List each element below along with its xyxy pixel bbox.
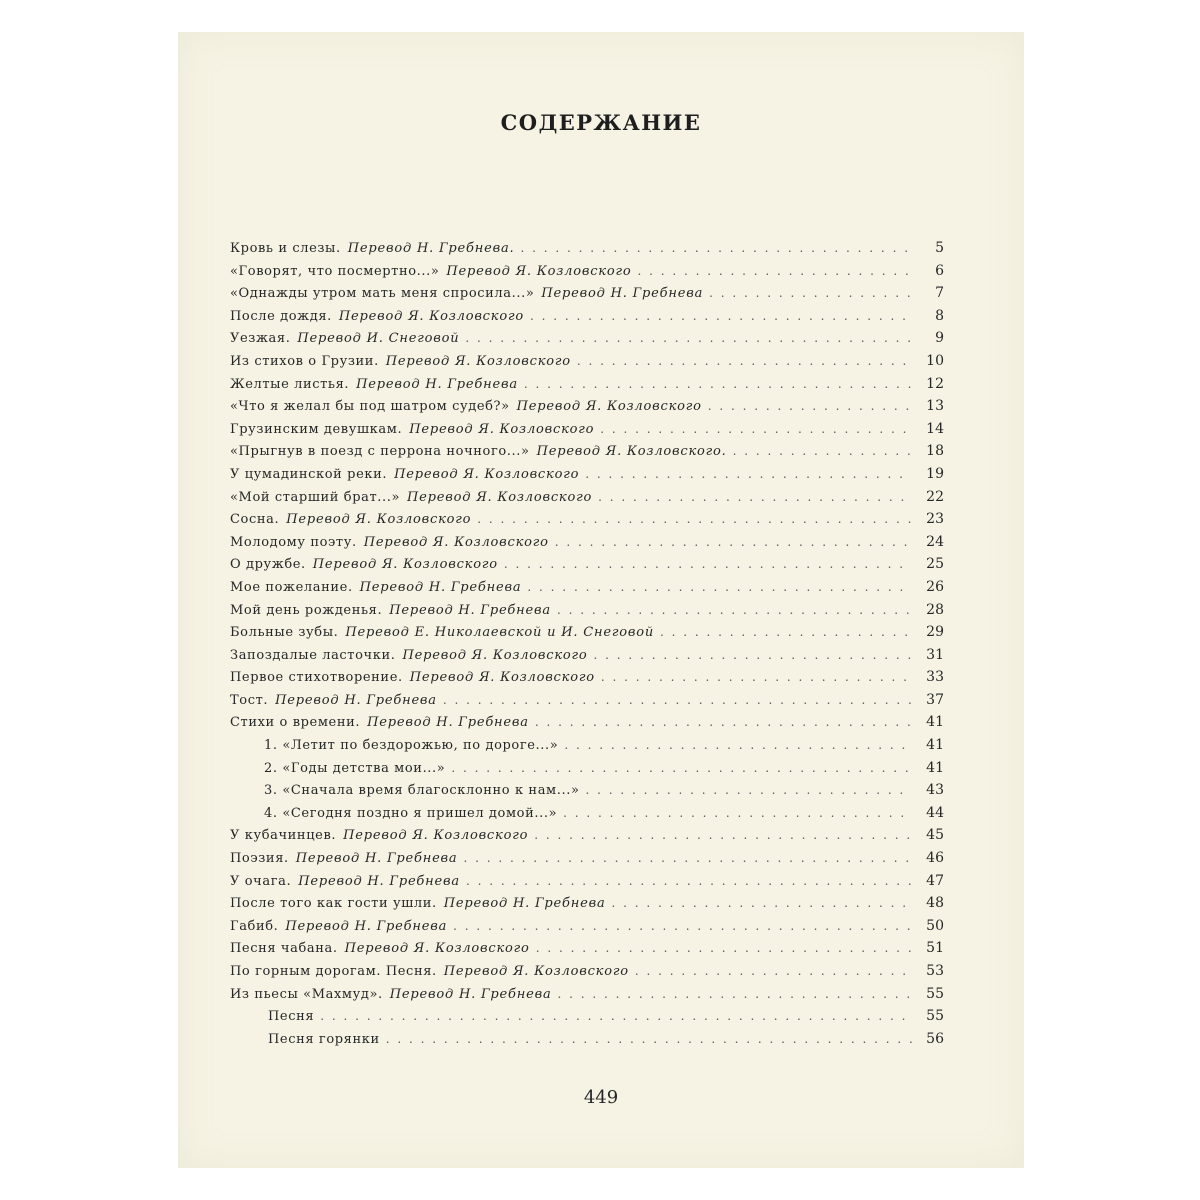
toc-entry: [230, 353, 944, 376]
toc-entry: [230, 466, 944, 489]
toc-entry-translator: Перевод Я. Козловского: [407, 489, 593, 505]
toc-entry-translator: Перевод Я. Козловского: [363, 534, 549, 550]
toc-entry-translator: Перевод Я. Козловского: [394, 466, 580, 482]
toc-entry-translator: Перевод Я. Козловского.: [536, 444, 727, 460]
toc-entry-page: 41: [926, 714, 944, 731]
toc-entry: [230, 963, 944, 986]
toc-entry-title: Песня: [268, 1009, 315, 1025]
toc-entry-translator: Перевод Н. Гребнева: [298, 873, 460, 889]
toc-entry-title: «Однажды утром мать меня спросила...»: [230, 286, 535, 302]
dot-leader: [453, 919, 912, 933]
toc-entry-translator: Перевод Я. Козловского: [343, 828, 529, 844]
toc-entry-page: 5: [935, 240, 944, 256]
dot-leader: [638, 264, 913, 278]
dot-leader: [594, 648, 912, 662]
toc-entry-title: Песня горянки: [268, 1031, 380, 1047]
dot-leader: [477, 512, 912, 526]
toc-entry-title: 2. «Годы детства мои...»: [264, 760, 446, 776]
toc-entry-title: Тост.: [230, 692, 269, 708]
toc-entry-page: 41: [926, 759, 944, 776]
toc-entry-title: Габиб.: [230, 918, 279, 934]
toc-entry-translator: Перевод Я. Козловского: [312, 557, 498, 573]
dot-leader: [600, 422, 912, 436]
dot-leader: [612, 896, 913, 910]
dot-leader: [708, 399, 912, 413]
toc-entry: [230, 940, 944, 963]
toc-entry-page: 51: [926, 940, 944, 957]
page-title: СОДЕРЖАНИЕ: [500, 110, 702, 135]
toc-entry-translator: Перевод Я. Козловского: [516, 399, 702, 415]
toc-entry-page: 55: [926, 985, 944, 1002]
toc-entry-page: 22: [926, 488, 944, 505]
toc-entry-page: 6: [935, 262, 944, 279]
dot-leader: [557, 603, 912, 617]
toc-entry-title: Уезжая.: [230, 331, 291, 347]
toc-entry-page: 41: [926, 737, 944, 754]
toc-entry: [230, 1031, 944, 1054]
dot-leader: [660, 625, 912, 639]
toc-entry-translator: Перевод Н. Гребнева: [541, 286, 704, 302]
toc-entry-translator: Перевод Я. Козловского: [446, 263, 632, 279]
toc-entry-translator: Перевод Н. Гребнева.: [347, 241, 515, 256]
toc-entry-page: 44: [926, 804, 944, 821]
dot-leader: [386, 1032, 912, 1046]
toc-entry-title: 1. «Летит по бездорожью, по дороге...»: [264, 738, 559, 754]
toc-entry: [230, 263, 944, 286]
toc-entry-title: 3. «Сначала время благосклонно к нам...»: [264, 783, 580, 799]
dot-leader: [733, 444, 912, 458]
dot-leader: [530, 309, 912, 323]
toc-entry: [230, 1008, 944, 1031]
toc-entry-title: «Прыгнув в поезд с перрона ночного...»: [230, 444, 530, 460]
toc-entry-translator: Перевод Я. Козловского: [409, 421, 595, 437]
dot-leader: [465, 331, 912, 345]
page-number: 449: [583, 1087, 619, 1108]
dot-leader: [463, 851, 912, 865]
toc-entry: [230, 602, 944, 625]
toc-entry-page: 45: [926, 827, 944, 844]
toc-entry: [230, 850, 944, 873]
dot-leader: [601, 670, 912, 684]
dot-leader: [536, 941, 912, 955]
toc-entry: [230, 737, 944, 760]
toc-entry: [230, 240, 944, 263]
toc-entry-title: «Что я желал бы под шатром судеб?»: [230, 399, 510, 415]
dot-leader: [598, 490, 912, 504]
toc-entry-page: 24: [926, 533, 944, 550]
toc-entry-page: 28: [926, 601, 944, 618]
toc-entry-page: 26: [926, 578, 944, 595]
toc-entry-title: 4. «Сегодня поздно я пришел домой...»: [264, 805, 558, 821]
toc-entry-title: Песня чабана.: [230, 941, 338, 957]
toc-entry-page: 9: [935, 330, 944, 347]
toc-entry-title: После того как гости ушли.: [230, 896, 437, 912]
dot-leader: [585, 467, 912, 481]
toc-entry-page: 53: [926, 963, 944, 979]
toc-entry-title: Грузинским девушкам.: [230, 421, 403, 437]
toc-entry-page: 33: [926, 669, 944, 686]
toc-entry: [230, 556, 944, 579]
toc-entry-translator: Перевод Я. Козловского: [338, 308, 524, 324]
toc-entry-page: 7: [935, 285, 944, 302]
table-of-contents: [230, 240, 944, 1053]
toc-entry: [230, 511, 944, 534]
toc-entry-title: «Мой старший брат...»: [230, 489, 401, 505]
toc-entry-translator: Перевод И. Снеговой: [297, 331, 460, 347]
toc-entry-title: О дружбе.: [230, 557, 306, 573]
toc-entry-page: 43: [926, 782, 944, 799]
dot-leader: [535, 715, 912, 729]
toc-entry-title: По горным дорогам. Песня.: [230, 964, 437, 979]
toc-entry: [230, 534, 944, 557]
toc-entry: [230, 986, 944, 1009]
dot-leader: [466, 874, 912, 888]
book-page: [178, 32, 1024, 1168]
toc-entry: [230, 782, 944, 805]
toc-entry: [230, 692, 944, 715]
toc-entry-title: Мое пожелание.: [230, 579, 353, 595]
toc-entry: [230, 714, 944, 737]
toc-entry: [230, 624, 944, 647]
toc-entry-page: 46: [926, 850, 944, 867]
toc-entry-title: Кровь и слезы.: [230, 241, 341, 256]
toc-entry: [230, 895, 944, 918]
toc-entry-title: Запоздалые ласточки.: [230, 647, 396, 663]
dot-leader: [586, 783, 912, 797]
toc-entry-page: 23: [926, 511, 944, 528]
toc-entry: [230, 330, 944, 353]
toc-entry-page: 55: [926, 1008, 944, 1025]
dot-leader: [451, 761, 912, 775]
toc-entry-translator: Перевод Я. Козловского: [385, 353, 571, 369]
toc-entry-translator: Перевод Я. Козловского: [409, 670, 595, 686]
toc-entry: [230, 918, 944, 941]
toc-entry-page: 47: [926, 872, 944, 889]
toc-entry-title: Стихи о времени.: [230, 715, 361, 731]
dot-leader: [504, 557, 912, 571]
toc-entry-page: 50: [926, 917, 944, 934]
toc-entry: [230, 579, 944, 602]
toc-entry: [230, 760, 944, 783]
toc-entry-page: 12: [926, 375, 944, 392]
dot-leader: [320, 1009, 912, 1023]
toc-entry-translator: Перевод Н. Гребнева: [359, 579, 522, 595]
toc-entry-translator: Перевод Н. Гребнева: [443, 896, 606, 912]
toc-entry: [230, 421, 944, 444]
toc-entry: [230, 805, 944, 828]
toc-entry-title: У цумадинской реки.: [230, 466, 388, 482]
toc-entry: [230, 443, 944, 466]
toc-entry-translator: Перевод Я. Козловского: [286, 512, 472, 528]
toc-entry-page: 29: [926, 624, 944, 641]
toc-entry-translator: Перевод Я. Козловского: [344, 941, 530, 957]
toc-entry-page: 8: [935, 307, 944, 324]
toc-entry-page: 48: [926, 895, 944, 912]
dot-leader: [558, 987, 912, 1001]
toc-entry-page: 56: [926, 1030, 944, 1047]
toc-entry-title: У кубачинцев.: [230, 828, 337, 844]
dot-leader: [520, 241, 912, 255]
toc-entry-page: 13: [926, 398, 944, 415]
toc-entry-translator: Перевод Н. Гребнева: [275, 692, 437, 708]
toc-entry-title: Больные зубы.: [230, 625, 339, 641]
toc-entry-page: 10: [926, 352, 944, 369]
toc-entry-title: Из пьесы «Махмуд».: [230, 986, 383, 1002]
dot-leader: [635, 964, 912, 978]
dot-leader: [555, 535, 912, 549]
toc-entry-page: 18: [926, 443, 944, 460]
dot-leader: [563, 806, 912, 820]
toc-entry-title: Желтые листья.: [230, 376, 350, 392]
dot-leader: [534, 828, 912, 842]
toc-entry-translator: Перевод Н. Гребнева: [356, 376, 518, 392]
toc-entry: [230, 873, 944, 896]
toc-entry-page: 37: [926, 691, 944, 708]
toc-entry-page: 14: [926, 420, 944, 437]
toc-entry: [230, 647, 944, 670]
toc-entry-translator: Перевод Я. Козловского: [402, 647, 588, 663]
dot-leader: [443, 693, 912, 707]
toc-entry-page: 19: [926, 465, 944, 482]
dot-leader: [524, 377, 912, 391]
toc-entry-page: 25: [926, 556, 944, 573]
toc-entry: [230, 669, 944, 692]
toc-entry-translator: Перевод Н. Гребнева: [295, 851, 458, 867]
toc-entry: [230, 827, 944, 850]
toc-entry-page: 31: [926, 646, 944, 663]
toc-entry-translator: Перевод Я. Козловского: [443, 964, 629, 979]
toc-entry: [230, 489, 944, 512]
toc-entry-translator: Перевод Е. Николаевской и И. Снеговой: [345, 625, 655, 641]
dot-leader: [577, 354, 912, 368]
dot-leader: [564, 738, 912, 752]
toc-entry: [230, 376, 944, 399]
toc-entry-translator: Перевод Н. Гребнева: [389, 602, 551, 618]
toc-entry-title: У очага.: [230, 873, 292, 889]
toc-entry: [230, 398, 944, 421]
toc-entry-translator: Перевод Н. Гребнева: [389, 986, 552, 1002]
toc-entry-title: Поэзия.: [230, 851, 289, 867]
toc-entry-title: «Говорят, что посмертно...»: [230, 263, 440, 279]
dot-leader: [527, 580, 912, 594]
toc-entry-title: Молодому поэту.: [230, 534, 357, 550]
toc-entry-translator: Перевод Н. Гребнева: [367, 715, 529, 731]
toc-entry-translator: Перевод Н. Гребнева: [285, 918, 448, 934]
toc-entry-title: Мой день рожденья.: [230, 602, 383, 618]
toc-entry-title: Сосна.: [230, 512, 280, 528]
toc-entry-title: После дождя.: [230, 308, 332, 324]
dot-leader: [709, 286, 912, 300]
toc-entry-title: Первое стихотворение.: [230, 670, 403, 686]
toc-entry: [230, 285, 944, 308]
toc-entry: [230, 308, 944, 331]
toc-entry-title: Из стихов о Грузии.: [230, 353, 379, 369]
